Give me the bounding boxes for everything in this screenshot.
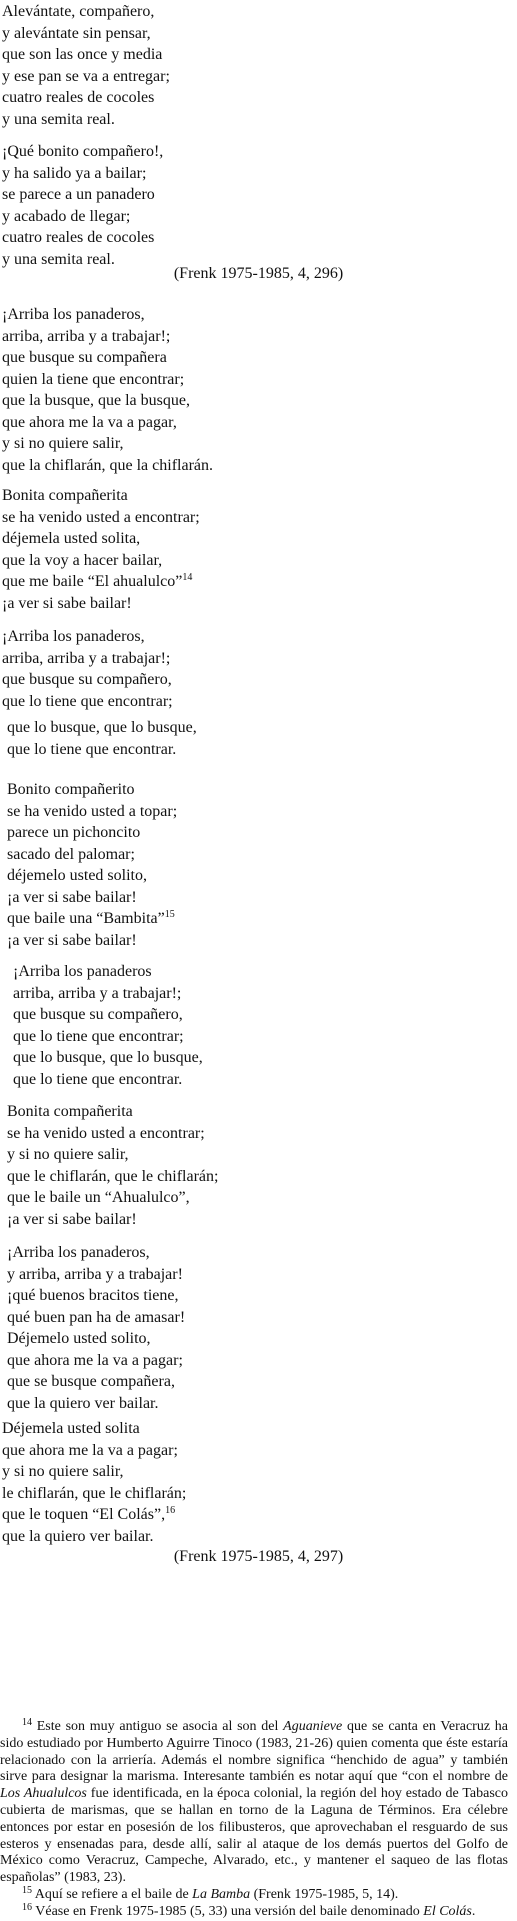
footnote-text: fue identificada, en la época colonial, la región del hoy estado de Tabasco cubierta de marismas, que se hallan en torno de la Laguna de Términos. Era célebre entonces por estar en posesión de los filibusteros, que aprovechaban el resguardo de sus esteros y ensenadas para, desde allí, salir al ataque de los demás puertos del Golfo de México como Veracruz, Campeche, Alvarado, etc., y mantener el saqueo de las flotas españolas” (1983, 23).: [0, 1786, 508, 1886]
footnote-number: 16: [22, 1901, 32, 1913]
verse-line: cuatro reales de cocoles: [2, 89, 155, 106]
verse-line: ¡qué buenos bracitos tiene,: [7, 1287, 179, 1304]
verse-line: que ahora me la va a pagar;: [2, 1441, 178, 1459]
verse-line: arriba, arriba y a trabajar!;: [2, 649, 171, 667]
stanza-6: [7, 717, 197, 760]
footnote-15: [0, 1884, 508, 1904]
verse-line: se ha venido usted a topar;: [7, 802, 178, 820]
footnote-italic: La Bamba: [192, 1886, 251, 1902]
verse-line: Déjemela usted solita: [2, 1420, 140, 1437]
verse-line: le chiflarán, que le chiflarán;: [2, 1484, 187, 1502]
stanza-3: [2, 304, 213, 476]
verse-line: ¡Arriba los panaderos: [13, 963, 152, 980]
footnotes: [0, 1719, 508, 1921]
citation: (Frenk 1975-1985, 4, 297): [173, 1548, 344, 1565]
stanza-2: [2, 141, 163, 270]
verse-line: que la quiero ver bailar.: [2, 1527, 154, 1545]
stanza-1: [2, 1, 170, 130]
verse-line: ¡a ver si sabe bailar!: [2, 594, 132, 612]
stanza-11: [2, 1418, 186, 1547]
verse-line: que le chiflarán, que le chiflarán;: [7, 1167, 219, 1185]
footnote-number: 14: [22, 1717, 32, 1728]
verse-line: Bonita compañerita: [7, 1103, 133, 1120]
verse-line: ¡a ver si sabe bailar!: [7, 931, 137, 949]
verse-line: que la quiero ver bailar.: [7, 1394, 159, 1412]
verse-text: que le toquen “El Colás”,: [2, 1506, 166, 1523]
verse-line: Alevántate, compañero,: [2, 3, 155, 20]
footnote-text: Aquí se refiere a el baile de: [34, 1886, 193, 1902]
verse-line: ¡Qué bonito compañero!,: [2, 143, 164, 160]
verse-line: quien la tiene que encontrar;: [2, 370, 185, 388]
stanza-8: [13, 961, 203, 1090]
verse-line: y si no quiere salir,: [7, 1146, 129, 1163]
stanza-4: [2, 485, 200, 614]
footnote-italic: El Colás: [423, 1903, 472, 1919]
verse-line: que busque su compañero,: [13, 1006, 183, 1023]
verse-line: ¡a ver si sabe bailar!: [7, 1210, 137, 1228]
verse-line: Bonito compañerito: [7, 781, 135, 798]
footnote-ref-14[interactable]: 14: [182, 572, 193, 583]
verse-text: que baile una “Bambita”: [7, 910, 165, 927]
footnote-14: [0, 1719, 508, 1887]
footnote-italic: Los Ahualulcos: [0, 1786, 87, 1802]
verse-line: que lo tiene que encontrar.: [7, 740, 177, 758]
verse-line: y ese pan se va a entregar;: [2, 67, 170, 85]
verse-line: ¡a ver si sabe bailar!: [7, 888, 137, 906]
verse-line: parece un pichoncito: [7, 824, 141, 841]
verse-line: que busque su compañera: [2, 349, 167, 366]
verse-line: se parece a un panadero: [2, 186, 155, 203]
verse-line: y acabado de llegar;: [2, 207, 131, 225]
footnote-ref-15[interactable]: 15: [164, 909, 175, 920]
citation: (Frenk 1975-1985, 4, 296): [173, 265, 344, 282]
verse-line: que busque su compañero,: [2, 671, 172, 688]
verse-line: [2, 571, 200, 593]
verse-line: [2, 1504, 186, 1526]
verse-line: [7, 908, 177, 930]
verse-line: y ha salido ya a bailar;: [2, 164, 147, 182]
verse-line: sacado del palomar;: [7, 845, 135, 863]
verse-line: se ha venido usted a encontrar;: [2, 508, 200, 526]
verse-line: que ahora me la va a pagar,: [2, 413, 177, 431]
stanza-7: [7, 779, 177, 951]
verse-line: y si no quiere salir,: [2, 435, 124, 452]
stanza-10: [7, 1242, 185, 1414]
footnote-ref-16[interactable]: 16: [165, 1505, 176, 1516]
stanza-9: [7, 1101, 218, 1230]
verse-line: que lo tiene que encontrar.: [13, 1070, 183, 1088]
verse-line: que le baile un “Ahualulco”,: [7, 1189, 190, 1206]
footnote-text: que se canta en Veracruz ha sido estudiado por Humberto Aguirre Tinoco (1983, 21-26) quien comenta que éste estaría relacionado con la arriería. Además el nombre significa “henchido de agua” y también sirve para designar la marisma. Interesante también es notar aquí que “con el nombre de: [0, 1719, 509, 1785]
footnote-text: Este son muy antiguo se asocia al son del: [36, 1719, 284, 1734]
footnote-italic: Aguanieve: [283, 1719, 343, 1734]
verse-line: que lo tiene que encontrar;: [2, 692, 173, 710]
verse-line: déjemelo usted solito,: [7, 867, 147, 884]
verse-line: que ahora me la va a pagar;: [7, 1351, 183, 1369]
verse-line: que se busque compañera,: [7, 1373, 175, 1390]
verse-line: arriba, arriba y a trabajar!;: [13, 984, 182, 1002]
verse-line: déjemela usted solita,: [2, 530, 141, 547]
verse-line: que la voy a hacer bailar,: [2, 551, 163, 569]
verse-line: ¡Arriba los panaderos,: [7, 1244, 150, 1261]
verse-line: y una semita real.: [2, 250, 115, 268]
verse-line: y alevántate sin pensar,: [2, 24, 151, 42]
verse-line: se ha venido usted a encontrar;: [7, 1124, 205, 1142]
verse-line: ¡Arriba los panaderos,: [2, 628, 145, 645]
verse-line: que lo busque, que lo busque,: [7, 719, 197, 736]
verse-line: ¡Arriba los panaderos,: [2, 306, 145, 323]
footnote-text: .: [471, 1903, 476, 1919]
verse-line: que la chiflarán, que la chiflarán.: [2, 456, 213, 474]
verse-line: Déjemelo usted solito,: [7, 1330, 151, 1347]
footnote-text: (Frenk 1975-1985, 5, 14).: [250, 1886, 399, 1902]
verse-line: y arriba, arriba y a trabajar!: [7, 1265, 183, 1283]
verse-line: y una semita real.: [2, 110, 115, 128]
verse-line: Bonita compañerita: [2, 487, 128, 504]
verse-line: que lo tiene que encontrar;: [13, 1027, 184, 1045]
verse-line: que lo busque, que lo busque,: [13, 1049, 203, 1066]
verse-line: arriba, arriba y a trabajar!;: [2, 327, 171, 345]
verse-line: y si no quiere salir,: [2, 1463, 124, 1480]
verse-text: que me baile “El ahualulco”: [2, 573, 183, 590]
verse-line: cuatro reales de cocoles: [2, 229, 155, 246]
verse-line: que son las once y media: [2, 46, 163, 63]
footnote-16: [0, 1901, 508, 1921]
footnote-number: 15: [22, 1884, 32, 1896]
stanza-5: [2, 626, 173, 712]
footnote-text: Véase en Frenk 1975-1985 (5, 33) una versión del baile denominado: [35, 1903, 424, 1919]
verse-line: que la busque, que la busque,: [2, 392, 190, 409]
verse-line: qué buen pan ha de amasar!: [7, 1308, 186, 1326]
